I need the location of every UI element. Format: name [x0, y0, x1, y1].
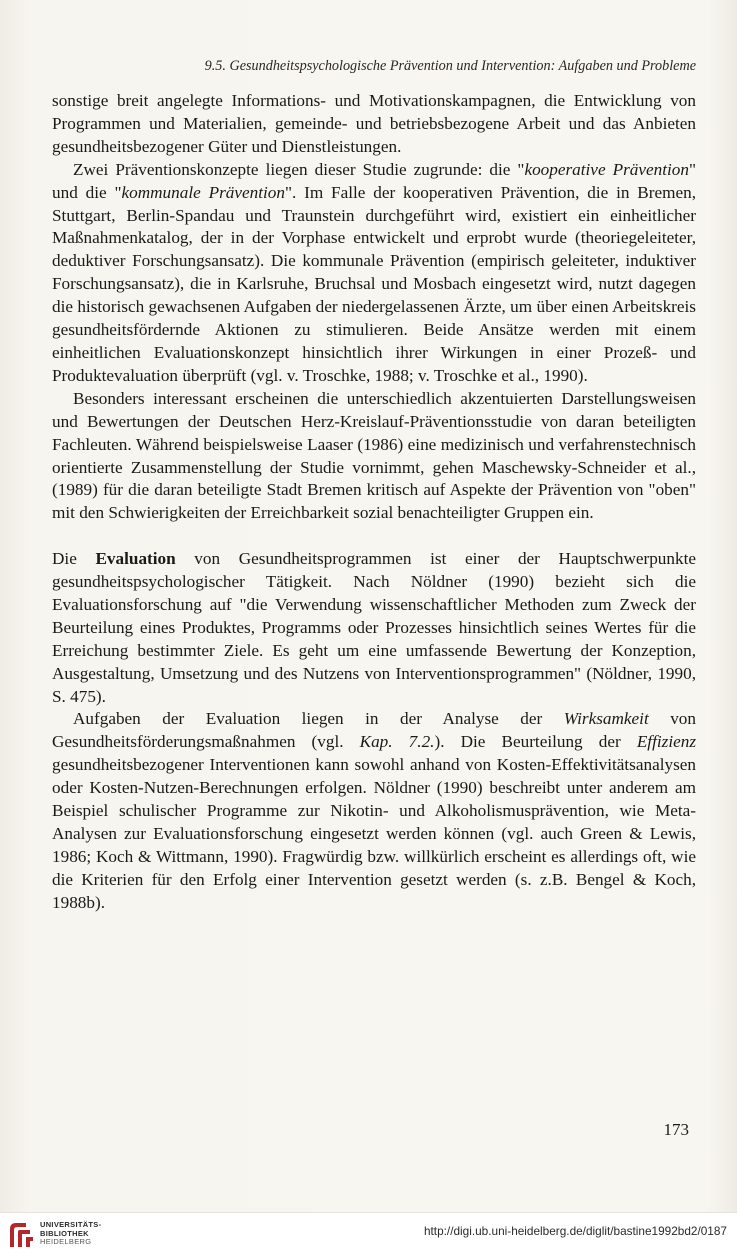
term-kooperative-praevention: kooperative Prävention	[524, 159, 689, 179]
term-wirksamkeit: Wirksamkeit	[563, 709, 649, 729]
library-name-line-2: BIBLIOTHEK	[40, 1228, 89, 1238]
term-effizienz: Effizienz	[636, 732, 697, 752]
library-name-line-1: UNIVERSITÄTS-	[40, 1220, 102, 1229]
paragraph-4	[52, 548, 696, 708]
running-head-subtitle: Aufgaben und Probleme	[558, 58, 696, 74]
paragraph-2	[52, 159, 696, 388]
footer-bar	[0, 1212, 737, 1255]
chapter-reference: Kap. 7.2.	[359, 732, 435, 752]
library-name-line-3: HEIDELBERG	[40, 1237, 92, 1247]
text-run: " und die "	[52, 159, 697, 202]
paragraph-5	[52, 708, 696, 914]
text-run: von Gesundheitsprogrammen ist einer der Hauptschwerpunkte gesundheitspsychologischer Tätigkeit. Nach Nöldner (1990) bezieht sich die Evaluationsforschung auf "die Verwendung wissenschaftlicher Methoden zum Zweck der Beurteilung eines Produktes, Programms oder Prozesses hinsichtlich seines Wertes für die Erreichung bestimmter Ziele. Es geht um eine umfassende Bewertung der Konzeption, Ausgestaltung, Umsetzung und des Nutzens von Interventionsprogrammen" (Nöldner, 1990, S. 475).	[52, 549, 696, 706]
university-library-logo-icon	[6, 1219, 36, 1251]
running-head-title: 9.5. Gesundheitspsychologische Prävention und Intervention:	[204, 58, 559, 74]
text-run: ). Die Beurteilung der	[434, 732, 637, 752]
paragraph-3: Besonders interessant erscheinen die unterschiedlich akzentuierten Darstellungsweisen und Bewertungen der Deutschen Herz-Kreislauf-Präventionsstudie von daran beteiligten Fachleuten. Während beispielsweise Laaser (1986) eine medizinisch und verfahrenstechnisch orientierte Zusammenstellung der Studie vornimmt, gehen Maschewsky-Schneider et al., (1989) für die daran beteiligte Stadt Bremen kritisch auf Aspekte der Prävention von "oben" mit den Schwierigkeiten der Erreichbarkeit sozial benachteiligter Gruppen ein.	[52, 388, 696, 523]
running-head	[60, 58, 696, 75]
term-evaluation: Evaluation	[95, 549, 176, 569]
page-number: 173	[663, 1120, 689, 1139]
text-run: ". Im Falle der kooperativen Prävention, die in Bremen, Stuttgart, Berlin-Spandau und Traunstein durchgeführt wird, existiert ein einheitlicher Maßnahmenkatalog, der in der Vorphase entwickelt und erprobt wurde (theoriegeleiteter, deduktiver Forschungsansatz). Die kommunale Prävention (empirisch geleiteter, induktiver Forschungsansatz), die in Karlsruhe, Bruchsal und Mosbach eingesetzt wird, nutzt dagegen die historisch gewachsenen Aufgaben der niedergelassenen Ärzte, um über einen Arbeitskreis gesundheitsfördernde Aktionen zu stimulieren. Beide Ansätze werden mit einem einheitlichen Evaluationskonzept hinsichtlich ihrer Wirkungen in einer Prozeß- und Produktevaluation überprüft (vgl. v. Troschke, 1988; v. Troschke et al., 1990).	[52, 182, 696, 385]
source-url-link[interactable]: http://digi.ub.uni-heidelberg.de/diglit/bastine1992bd2/0187	[423, 1224, 727, 1238]
library-name	[40, 1221, 101, 1247]
term-kommunale-praevention: kommunale Prävention	[121, 182, 285, 202]
text-run: von Gesundheitsförderungsmaßnahmen (vgl.	[52, 709, 696, 752]
text-run: Aufgaben der Evaluation liegen in der Analyse der	[73, 709, 564, 729]
body-text	[52, 90, 696, 915]
paragraph-1: sonstige breit angelegte Informations- und Motivationskampagnen, die Entwicklung von Programmen und Materialien, gemeinde- und betriebsbezogene Arbeit und das Anbieten gesundheitsbezogener Güter und Dienstleistungen.	[52, 91, 696, 156]
text-run: Zwei Präventionskonzepte liegen dieser Studie zugrunde: die "	[73, 159, 525, 179]
text-run: Die	[52, 549, 96, 569]
text-run: gesundheitsbezogener Interventionen kann sowohl anhand von Kosten-Effektivitätsanalysen oder Kosten-Nutzen-Berechnungen erfolgen. Nöldner (1990) beschreibt unter anderem am Beispiel schulischer Programme zur Nikotin- und Alkoholismusprävention, wie Meta-Analysen zur Evaluationsforschung eingesetzt werden können (vgl. auch Green & Lewis, 1986; Koch & Wittmann, 1990). Fragwürdig bzw. willkürlich erscheint es allerdings oft, wie die Kriterien für den Erfolg einer Intervention gesetzt werden (s. z.B. Bengel & Koch, 1988b).	[52, 755, 696, 912]
